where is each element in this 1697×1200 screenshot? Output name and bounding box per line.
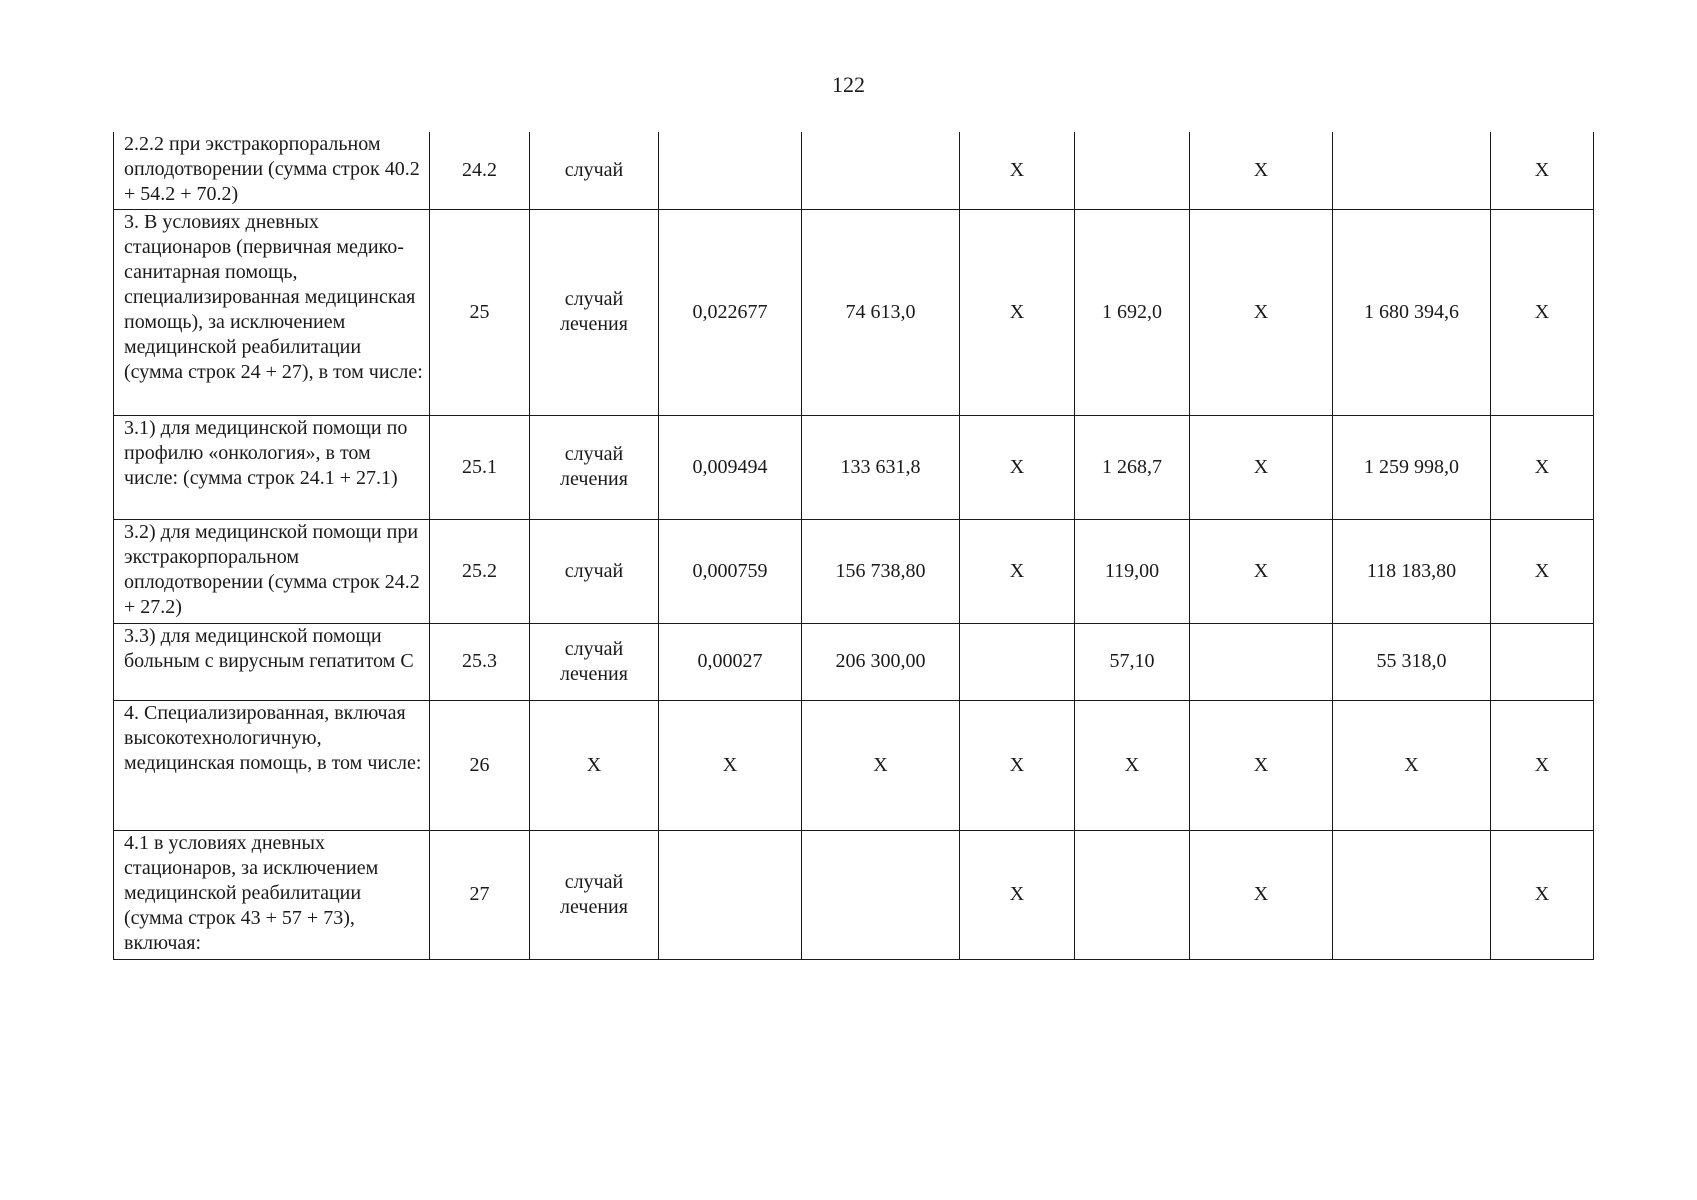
value-cell (1190, 623, 1333, 700)
value-cell (1491, 623, 1594, 700)
row-number: 25.1 (430, 415, 530, 519)
table-row (114, 132, 1594, 209)
value-cell: Х (1190, 519, 1333, 623)
unit-cell: случай лечения (530, 623, 659, 700)
value-cell: 133 631,8 (802, 415, 960, 519)
value-cell (802, 830, 960, 959)
page-number: 122 (832, 72, 865, 97)
value-cell: 55 318,0 (1333, 623, 1491, 700)
value-cell: Х (1190, 132, 1333, 209)
row-description: 3. В условиях дневных стационаров (первичная медико-санитарная помощь, специализированная медицинская помощь), за исключением медицинской реабилитации (сумма строк 24 + 27), в том числе: (114, 209, 430, 415)
value-cell (659, 132, 802, 209)
row-description: 3.2) для медицинской помощи при экстракорпоральном оплодотворении (сумма строк 24.2 + 27.2) (114, 519, 430, 623)
value-cell: Х (659, 700, 802, 830)
unit-cell: случай лечения (530, 830, 659, 959)
value-cell: Х (960, 830, 1075, 959)
value-cell: 0,00027 (659, 623, 802, 700)
value-cell (659, 830, 802, 959)
value-cell: Х (1190, 209, 1333, 415)
value-cell: Х (802, 700, 960, 830)
row-number: 26 (430, 700, 530, 830)
unit-cell: случай (530, 519, 659, 623)
row-number: 25 (430, 209, 530, 415)
value-cell: Х (1491, 415, 1594, 519)
value-cell: Х (960, 415, 1075, 519)
row-description: 2.2.2 при экстракорпоральном оплодотворении (сумма строк 40.2 + 54.2 + 70.2) (114, 132, 430, 209)
value-cell: 118 183,80 (1333, 519, 1491, 623)
value-cell (802, 132, 960, 209)
value-cell: 1 692,0 (1075, 209, 1190, 415)
value-cell: 1 680 394,6 (1333, 209, 1491, 415)
table-row (114, 623, 1594, 700)
value-cell: 74 613,0 (802, 209, 960, 415)
value-cell: Х (1491, 132, 1594, 209)
value-cell: Х (960, 700, 1075, 830)
value-cell (960, 623, 1075, 700)
table-row (114, 415, 1594, 519)
value-cell: Х (1190, 415, 1333, 519)
value-cell: Х (1491, 209, 1594, 415)
value-cell: 0,022677 (659, 209, 802, 415)
table-row (114, 700, 1594, 830)
value-cell (1333, 132, 1491, 209)
table-row (114, 519, 1594, 623)
value-cell: Х (1075, 700, 1190, 830)
value-cell: Х (1491, 700, 1594, 830)
value-cell: 206 300,00 (802, 623, 960, 700)
row-number: 27 (430, 830, 530, 959)
value-cell (1333, 830, 1491, 959)
value-cell: 1 259 998,0 (1333, 415, 1491, 519)
unit-cell: Х (530, 700, 659, 830)
table-row (114, 209, 1594, 415)
value-cell: 119,00 (1075, 519, 1190, 623)
value-cell (1075, 830, 1190, 959)
row-description: 4. Специализированная, включая высокотехнологичную, медицинская помощь, в том числе: (114, 700, 430, 830)
value-cell (1075, 132, 1190, 209)
unit-cell: случай лечения (530, 415, 659, 519)
value-cell: 156 738,80 (802, 519, 960, 623)
value-cell: Х (1491, 519, 1594, 623)
value-cell: Х (1190, 700, 1333, 830)
data-table (113, 132, 1594, 960)
value-cell: Х (1190, 830, 1333, 959)
value-cell: Х (960, 209, 1075, 415)
row-description: 4.1 в условиях дневных стационаров, за исключением медицинской реабилитации (сумма строк 43 + 57 + 73), включая: (114, 830, 430, 959)
value-cell: 57,10 (1075, 623, 1190, 700)
row-number: 24.2 (430, 132, 530, 209)
value-cell: Х (960, 519, 1075, 623)
row-number: 25.2 (430, 519, 530, 623)
unit-cell: случай (530, 132, 659, 209)
value-cell: Х (960, 132, 1075, 209)
value-cell: Х (1333, 700, 1491, 830)
unit-cell: случай лечения (530, 209, 659, 415)
row-number: 25.3 (430, 623, 530, 700)
row-description: 3.1) для медицинской помощи по профилю «онкология», в том числе: (сумма строк 24.1 + 27.1) (114, 415, 430, 519)
value-cell: Х (1491, 830, 1594, 959)
value-cell: 0,009494 (659, 415, 802, 519)
value-cell: 1 268,7 (1075, 415, 1190, 519)
table-row (114, 830, 1594, 959)
row-description: 3.3) для медицинской помощи больным с вирусным гепатитом С (114, 623, 430, 700)
value-cell: 0,000759 (659, 519, 802, 623)
